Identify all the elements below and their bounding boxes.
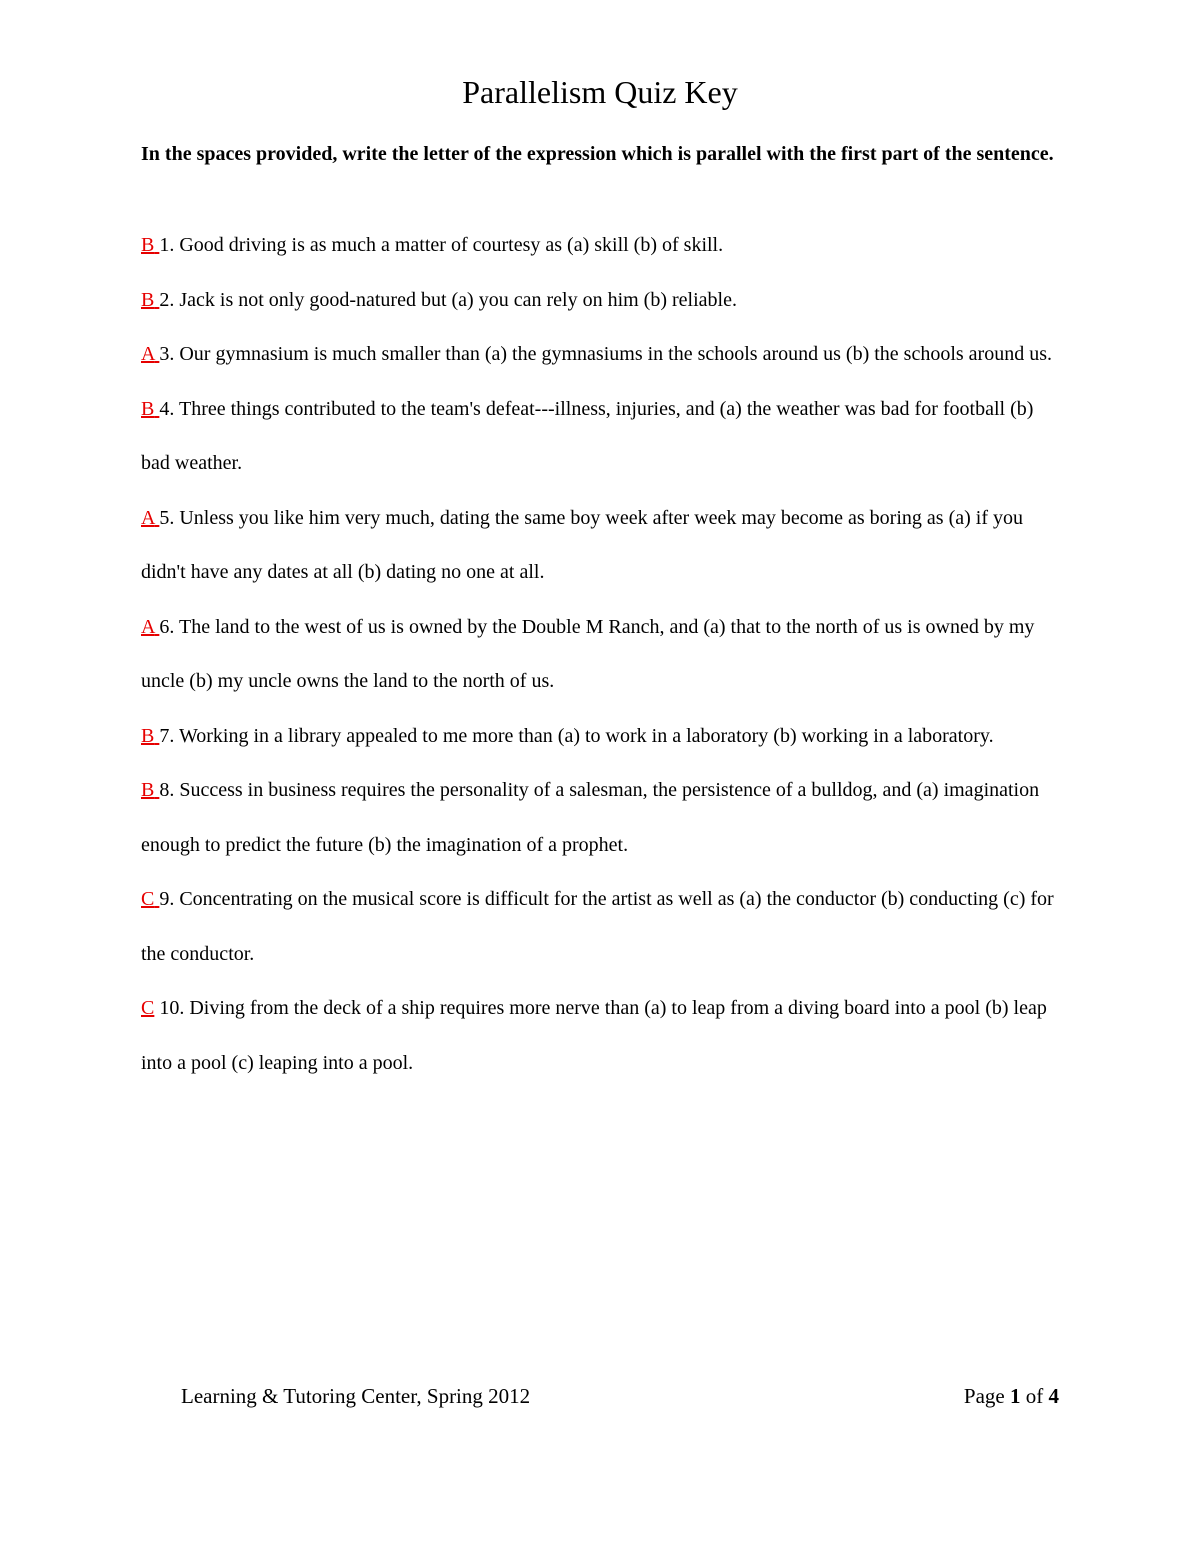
answer-letter: C: [141, 997, 155, 1019]
question-item: [141, 491, 1061, 600]
answer-letter: B: [141, 779, 155, 801]
answer-letter: A: [141, 615, 155, 638]
question-item: [141, 981, 1061, 1090]
page-indicator: [964, 1381, 1059, 1411]
footer-credit: Learning & Tutoring Center, Spring 2012: [181, 1384, 531, 1408]
answer-letter: A: [141, 506, 155, 529]
question-text: 6. The land to the west of us is owned by the Double M Ranch, and (a) that to the north of us is owned by my uncle (b) my uncle owns the land to the north of us.: [141, 615, 1035, 692]
answer-letter: A: [141, 343, 155, 365]
question-text: 10. Diving from the deck of a ship requires more nerve than (a) to leap from a diving board into a pool (b) leap into a pool (c) leaping into a pool.: [141, 997, 1047, 1074]
answer-letter: C: [141, 888, 155, 910]
answer-letter: B: [141, 724, 155, 747]
question-text: 3. Our gymnasium is much smaller than (a) the gymnasiums in the schools around us (b) the schools around us.: [159, 343, 1052, 365]
question-item: [141, 273, 1061, 328]
question-text: 5. Unless you like him very much, dating the same boy week after week may become as boring as (a) if you didn't have any dates at all (b) dating no one at all.: [141, 506, 1023, 583]
question-item: [141, 218, 1061, 273]
question-item: [141, 327, 1061, 382]
question-text: 1. Good driving is as much a matter of courtesy as (a) skill (b) of skill.: [159, 234, 724, 256]
page-title: Parallelism Quiz Key: [462, 74, 738, 110]
answer-letter: B: [141, 234, 155, 256]
question-item: [141, 872, 1061, 981]
question-list: [141, 218, 1061, 1090]
of-label: of: [1020, 1384, 1049, 1408]
question-item: [141, 763, 1061, 872]
question-text: 7. Working in a library appealed to me more than (a) to work in a laboratory (b) working in a laboratory.: [159, 724, 994, 747]
question-text: 2. Jack is not only good-natured but (a) you can rely on him (b) reliable.: [159, 288, 737, 311]
answer-letter: B: [141, 288, 155, 311]
question-text: 4. Three things contributed to the team's defeat---illness, injuries, and (a) the weather was bad for football (b) bad weather.: [141, 397, 1034, 474]
question-item: [141, 382, 1061, 491]
question-text: 9. Concentrating on the musical score is difficult for the artist as well as (a) the conductor (b) conducting (c) for the conductor.: [141, 888, 1054, 965]
question-item: [141, 600, 1061, 709]
page-label: Page: [963, 1384, 1010, 1408]
question-text: 8. Success in business requires the personality of a salesman, the persistence of a bulldog, and (a) imagination enough to predict the future (b) the imagination of a prophet.: [141, 779, 1040, 856]
instructions-text: In the spaces provided, write the letter of the expression which is parallel with the first part of the sentence.: [141, 143, 1054, 165]
question-item: [141, 709, 1061, 764]
answer-letter: B: [141, 397, 155, 420]
page-number: 1: [1010, 1384, 1021, 1408]
page-total: 4: [1048, 1384, 1059, 1408]
